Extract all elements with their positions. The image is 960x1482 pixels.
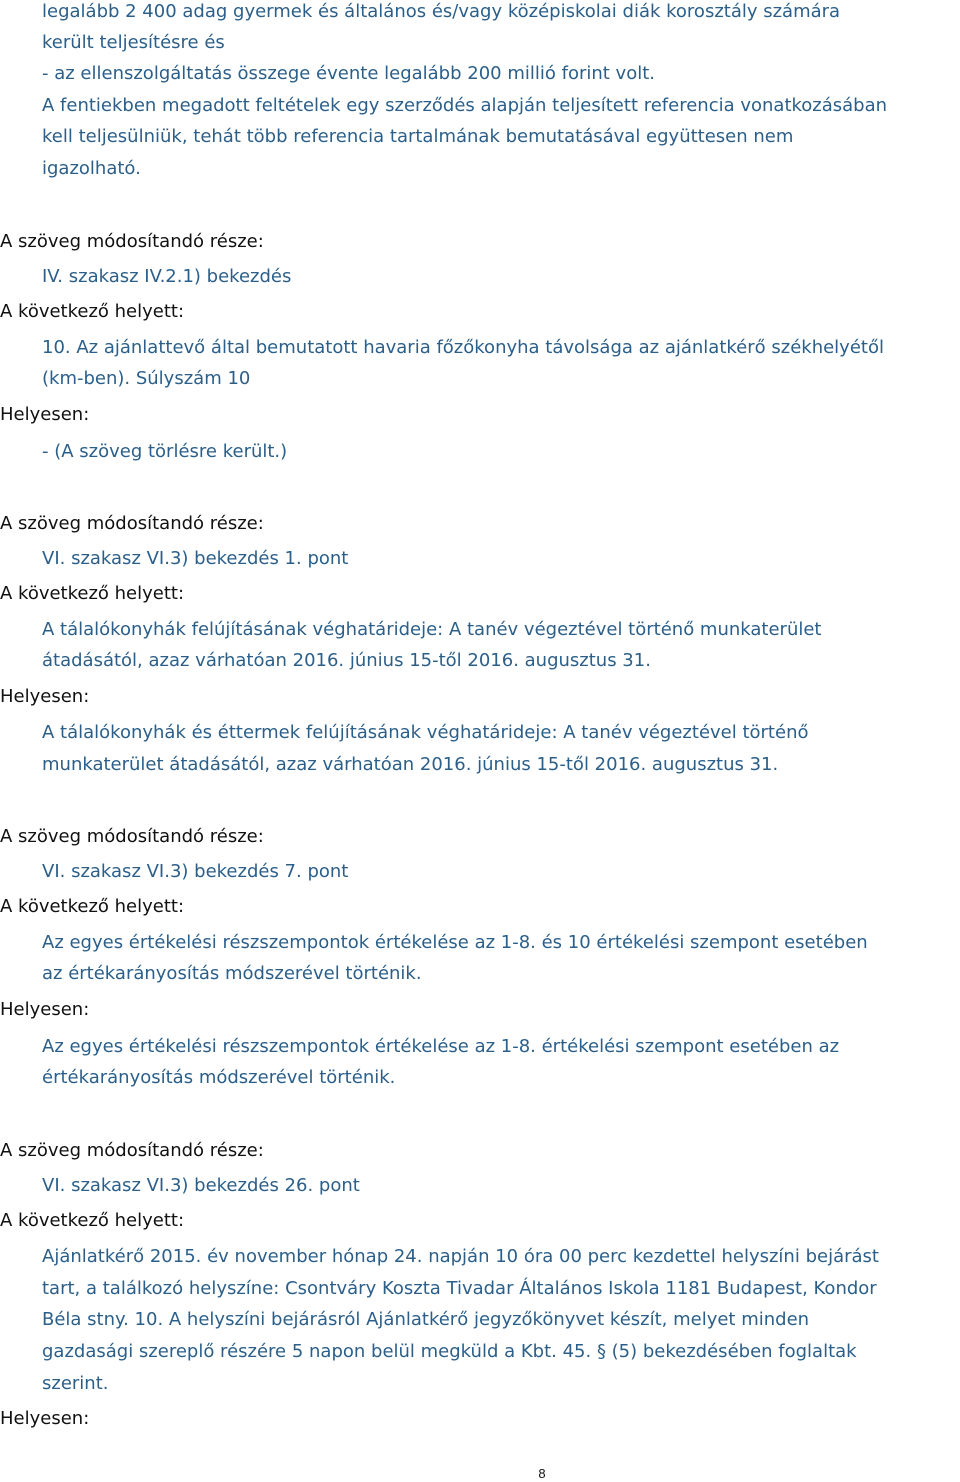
- correct-text-line: - (A szöveg törlésre került.): [42, 441, 288, 462]
- instead-text-line: az értékarányosítás módszerével történik.: [42, 963, 422, 984]
- correct-label: Helyesen:: [0, 999, 90, 1020]
- instead-text-line: gazdasági szereplő részére 5 napon belül megküld a Kbt. 45. § (5) bekezdésében foglaltak: [42, 1341, 857, 1362]
- instead-text-line: 10. Az ajánlattevő által bemutatott havaria főzőkonyha távolsága az ajánlatkérő székhelyétől: [42, 337, 884, 358]
- correct-text-line: munkaterület átadásától, azaz várhatóan 2016. június 15-től 2016. augusztus 31.: [42, 754, 779, 775]
- instead-text-line: Ajánlatkérő 2015. év november hónap 24. napján 10 óra 00 perc kezdettel helyszíni bejárást: [42, 1246, 879, 1267]
- intro-line: - az ellenszolgáltatás összege évente legalább 200 millió forint volt.: [42, 63, 655, 84]
- section-location: VI. szakasz VI.3) bekezdés 7. pont: [42, 861, 349, 882]
- section-label: A szöveg módosítandó része:: [0, 826, 264, 847]
- instead-text-line: A tálalókonyhák felújításának véghatárideje: A tanév végeztével történő munkaterület: [42, 619, 822, 640]
- section-location: VI. szakasz VI.3) bekezdés 26. pont: [42, 1175, 360, 1196]
- instead-text-line: szerint.: [42, 1373, 109, 1394]
- section-label: A szöveg módosítandó része:: [0, 1140, 264, 1161]
- correct-text-line: Az egyes értékelési részszempontok értékelése az 1-8. értékelési szempont esetében az: [42, 1036, 840, 1057]
- correct-text-line: értékarányosítás módszerével történik.: [42, 1067, 396, 1088]
- intro-line: legalább 2 400 adag gyermek és általános és/vagy középiskolai diák korosztály számára: [42, 1, 841, 22]
- intro-line: kell teljesülniük, tehát több referencia tartalmának bemutatásával együttesen nem: [42, 126, 794, 147]
- instead-text-line: tart, a találkozó helyszíne: Csontváry Koszta Tivadar Általános Iskola 1181 Budapest, Kondor: [42, 1278, 877, 1299]
- instead-label: A következő helyett:: [0, 896, 185, 917]
- instead-text-line: Az egyes értékelési részszempontok értékelése az 1-8. és 10 értékelési szempont esetében: [42, 932, 868, 953]
- correct-label: Helyesen:: [0, 404, 90, 425]
- intro-line: került teljesítésre és: [42, 32, 225, 53]
- instead-text-line: átadásától, azaz várhatóan 2016. június 15-től 2016. augusztus 31.: [42, 650, 651, 671]
- intro-line: igazolható.: [42, 158, 141, 179]
- instead-text-line: Béla stny. 10. A helyszíni bejárásról Ajánlatkérő jegyzőkönyvet készít, melyet minden: [42, 1309, 810, 1330]
- instead-label: A következő helyett:: [0, 1210, 185, 1231]
- section-label: A szöveg módosítandó része:: [0, 231, 264, 252]
- correct-text-line: A tálalókonyhák és éttermek felújításának véghatárideje: A tanév végeztével történő: [42, 722, 809, 743]
- correct-label: Helyesen:: [0, 686, 90, 707]
- instead-text-line: (km-ben). Súlyszám 10: [42, 368, 251, 389]
- section-label: A szöveg módosítandó része:: [0, 513, 264, 534]
- instead-label: A következő helyett:: [0, 583, 185, 604]
- section-location: IV. szakasz IV.2.1) bekezdés: [42, 266, 292, 287]
- instead-label: A következő helyett:: [0, 301, 185, 322]
- section-location: VI. szakasz VI.3) bekezdés 1. pont: [42, 548, 349, 569]
- page-number: 8: [538, 1466, 546, 1481]
- correct-label: Helyesen:: [0, 1408, 90, 1429]
- intro-line: A fentiekben megadott feltételek egy szerződés alapján teljesített referencia vonatkozásában: [42, 95, 888, 116]
